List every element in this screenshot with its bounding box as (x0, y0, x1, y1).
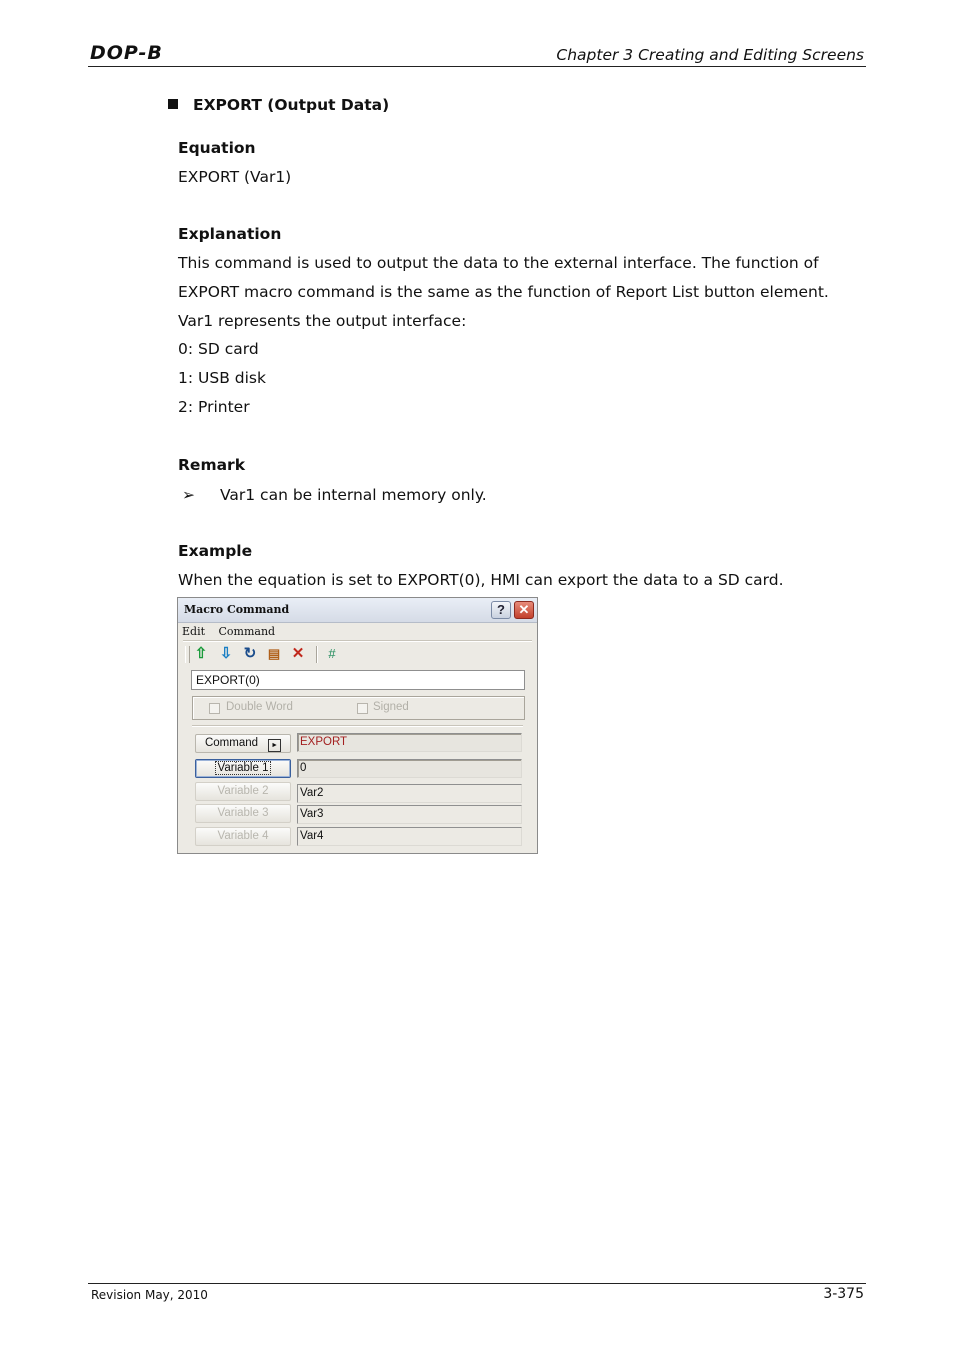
toolbar-grip (185, 646, 190, 663)
close-button[interactable]: ✕ (514, 601, 534, 619)
signed-checkbox[interactable] (357, 703, 368, 714)
remark-item (182, 486, 487, 504)
double-word-checkbox[interactable] (209, 703, 220, 714)
variable-1-value[interactable]: 0 (297, 759, 522, 778)
explanation-line: Var1 represents the output interface: (178, 312, 467, 330)
chapter-title: Chapter 3 Creating and Editing Screens (556, 46, 864, 64)
document-icon[interactable]: ▤ (267, 646, 281, 661)
variable-2-value[interactable]: Var2 (297, 784, 522, 803)
revision-date: Revision May, 2010 (91, 1288, 208, 1302)
dropdown-arrow-icon: ► (268, 739, 281, 752)
variable-1-label: Variable 1 (217, 762, 269, 774)
dialog-title: Macro Command (184, 603, 290, 616)
example-text: When the equation is set to EXPORT(0), HMI can export the data to a SD card. (178, 571, 784, 589)
toolbar-separator (316, 646, 318, 663)
signed-label: Signed (373, 701, 409, 713)
variable-1-button[interactable] (195, 759, 291, 778)
menu-separator (183, 640, 532, 642)
variable-4-button[interactable]: Variable 4 (195, 827, 291, 846)
command-button[interactable] (195, 734, 291, 753)
variable-3-value[interactable]: Var3 (297, 805, 522, 824)
variable-4-value[interactable]: Var4 (297, 827, 522, 846)
group-separator (192, 725, 523, 727)
variable-2-button[interactable]: Variable 2 (195, 782, 291, 801)
footer-rule (88, 1283, 866, 1284)
explanation-line: EXPORT macro command is the same as the function of Report List button element. (178, 283, 829, 301)
options-groupbox (192, 696, 525, 720)
help-button[interactable]: ? (491, 601, 511, 619)
dop-b-logo: DOP-B (90, 42, 163, 64)
section-heading (168, 96, 389, 114)
command-value: EXPORT (297, 733, 522, 752)
double-word-label: Double Word (226, 701, 293, 713)
dialog-titlebar (178, 598, 537, 623)
macro-command-dialog (177, 597, 538, 854)
section-title: EXPORT (Output Data) (193, 96, 390, 114)
menu-edit[interactable]: Edit (182, 625, 206, 638)
explanation-line: 2: Printer (178, 398, 250, 416)
arrow-bullet-icon: ➢ (182, 486, 195, 504)
explanation-heading: Explanation (178, 225, 282, 243)
delete-icon[interactable]: ✕ (291, 645, 305, 662)
page-number: 3-375 (823, 1286, 864, 1302)
square-bullet-icon (168, 99, 178, 109)
explanation-line: This command is used to output the data to the external interface. The function of (178, 254, 819, 272)
move-up-icon[interactable]: ⇧ (194, 645, 208, 662)
explanation-line: 0: SD card (178, 340, 259, 358)
header-rule (88, 66, 866, 67)
equation-heading: Equation (178, 139, 256, 157)
equation-input[interactable]: EXPORT(0) (191, 670, 525, 690)
remark-heading: Remark (178, 456, 246, 474)
example-heading: Example (178, 542, 253, 560)
variable-3-button[interactable]: Variable 3 (195, 804, 291, 823)
command-button-label: Command (204, 737, 259, 749)
equation-text: EXPORT (Var1) (178, 168, 292, 186)
refresh-icon[interactable]: ↻ (243, 645, 257, 662)
hash-icon[interactable]: # (328, 646, 336, 661)
menu-command[interactable]: Command (218, 625, 276, 638)
explanation-line: 1: USB disk (178, 369, 266, 387)
remark-text: Var1 can be internal memory only. (220, 486, 487, 504)
dialog-menubar (182, 625, 285, 638)
move-down-icon[interactable]: ⇩ (219, 645, 233, 662)
